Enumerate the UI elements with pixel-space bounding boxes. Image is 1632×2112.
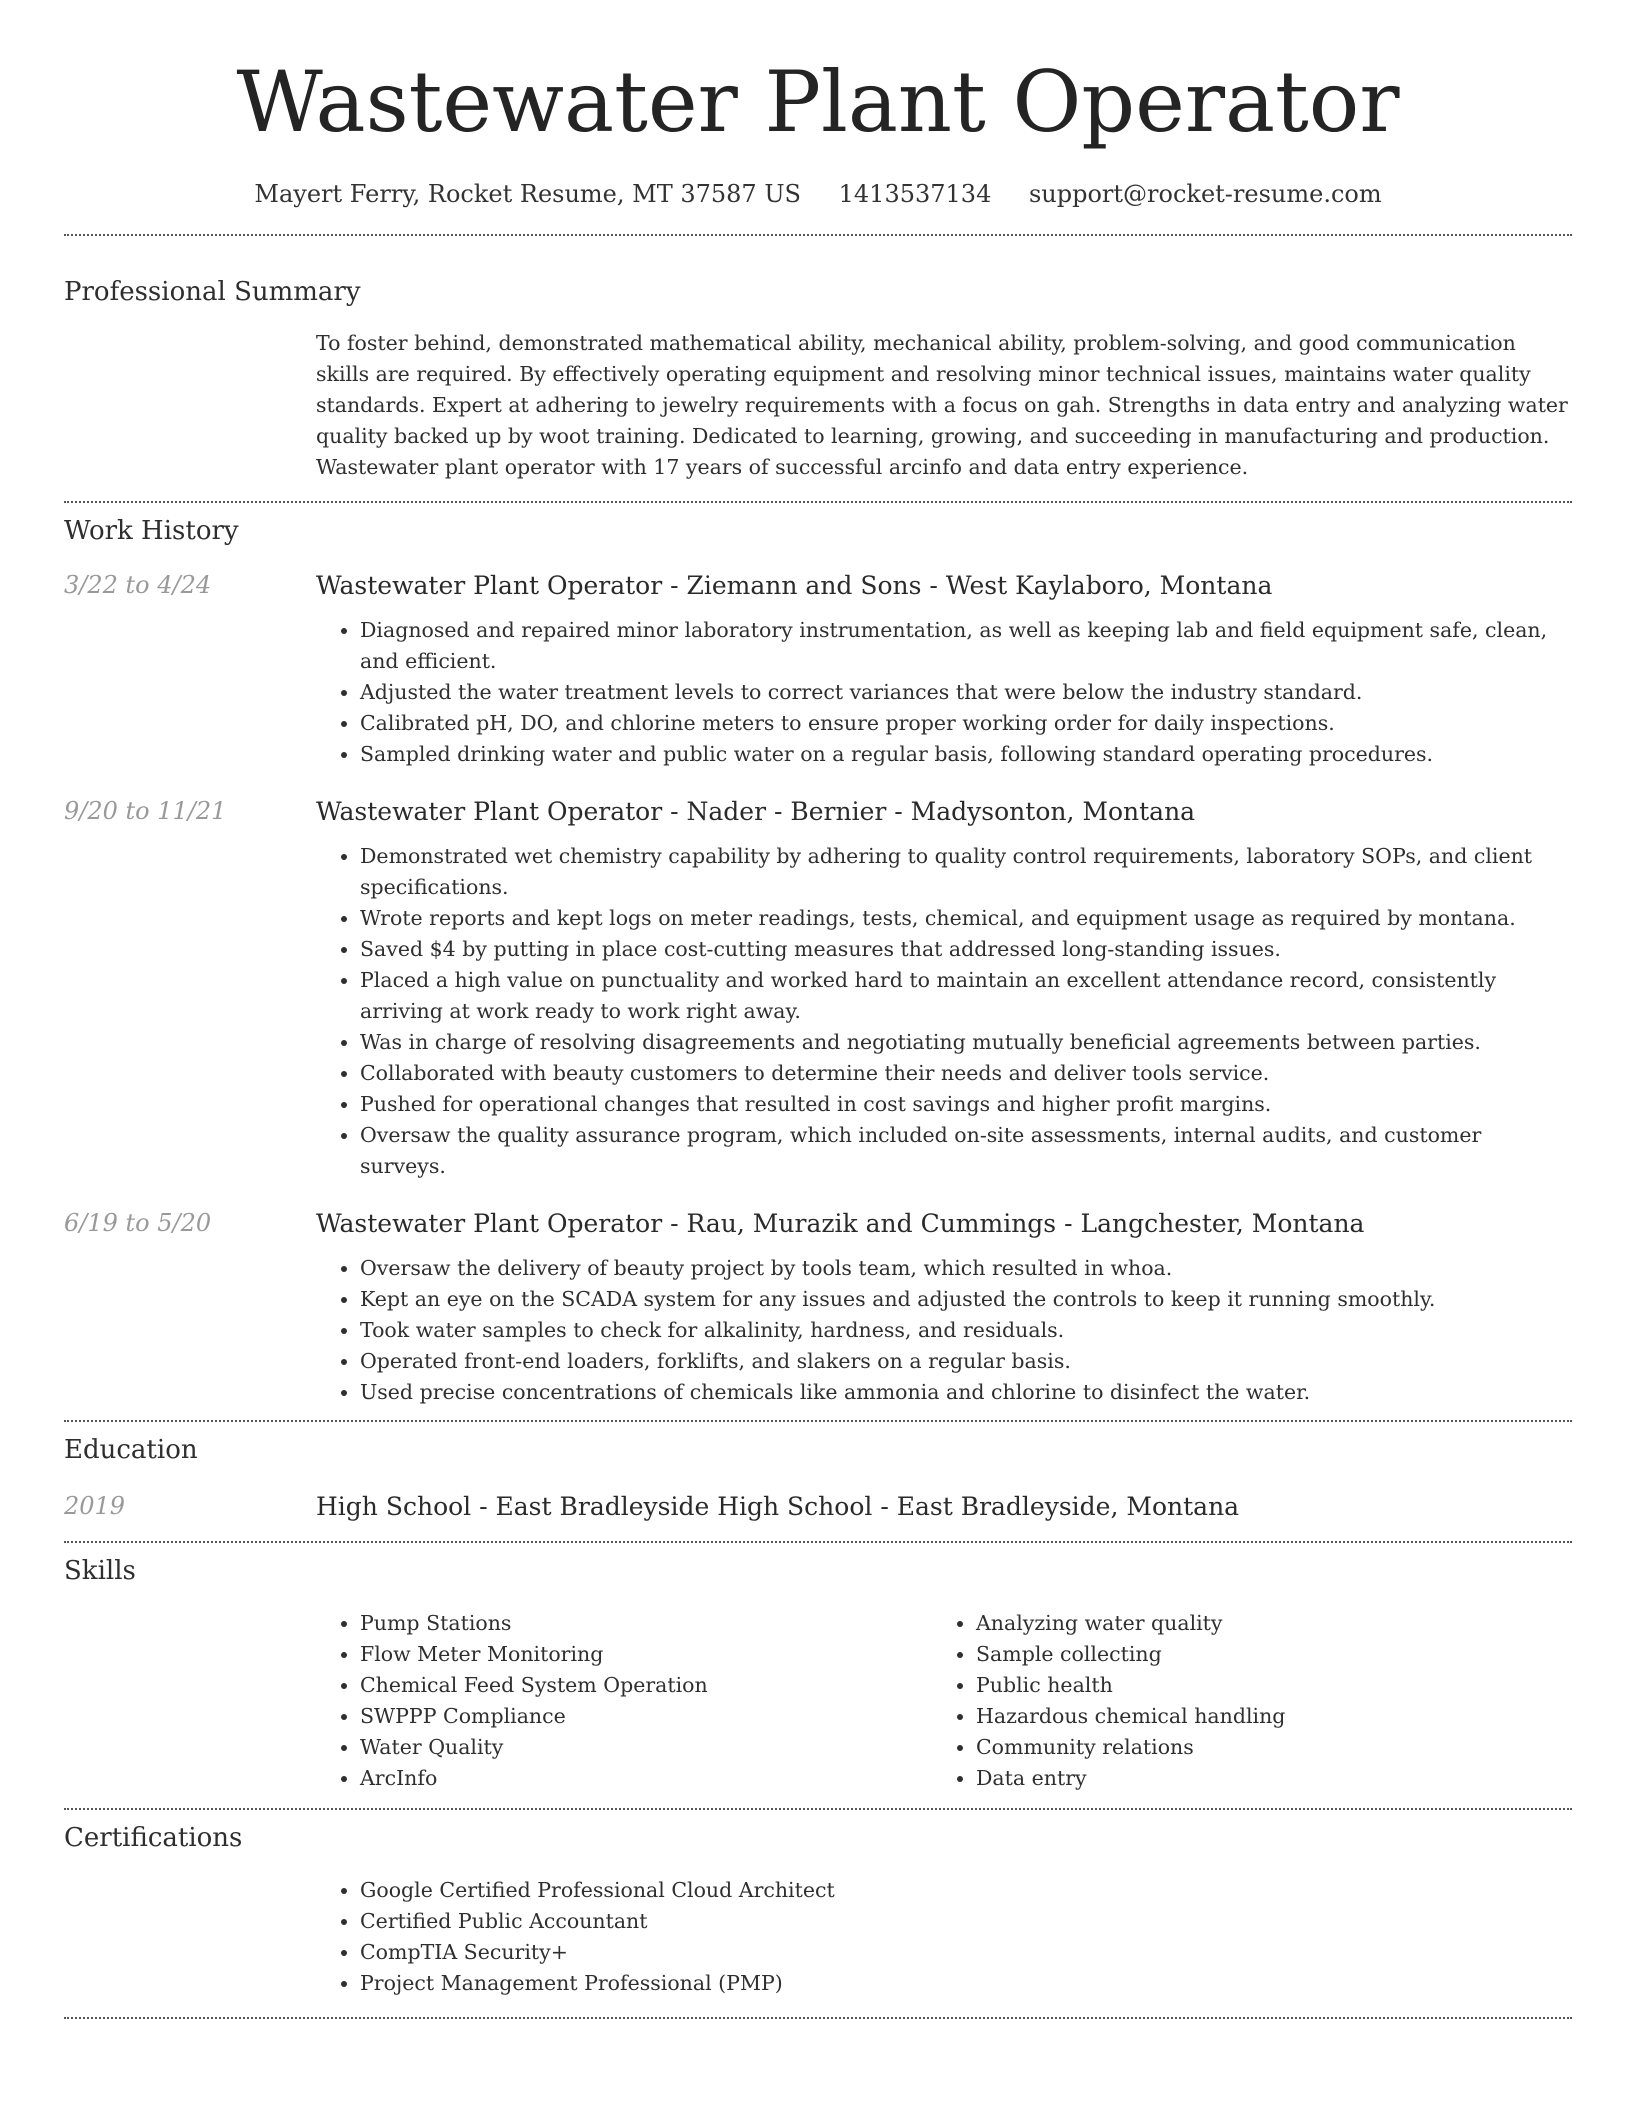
resume-page	[64, 0, 1572, 2019]
job-entry	[64, 1207, 1572, 1408]
skill-item: • ArcInfo	[360, 1763, 932, 1794]
skill-item: • Flow Meter Monitoring	[360, 1639, 932, 1670]
certification-item: • CompTIA Security+	[360, 1937, 1572, 1968]
skill-item: • Sample collecting	[976, 1639, 1548, 1670]
education-entry	[64, 1490, 1572, 1524]
certification-item: • Google Certified Professional Cloud Architect	[360, 1875, 1572, 1906]
skills-column-left	[316, 1608, 932, 1794]
section-divider	[64, 1808, 1572, 1810]
certification-item: • Certified Public Accountant	[360, 1906, 1572, 1937]
education-title: High School - East Bradleyside High School - East Bradleyside, Montana	[316, 1492, 1240, 1521]
skill-item: • Chemical Feed System Operation	[360, 1670, 932, 1701]
section-divider	[64, 501, 1572, 503]
section-divider	[64, 1541, 1572, 1543]
job-bullet: • Used precise concentrations of chemicals like ammonia and chlorine to disinfect the water.	[360, 1377, 1572, 1408]
job-bullet: • Wrote reports and kept logs on meter readings, tests, chemical, and equipment usage as required by montana.	[360, 903, 1572, 934]
job-title: Wastewater Plant Operator - Nader - Bernier - Madysonton, Montana	[316, 797, 1196, 826]
contact-line	[64, 178, 1572, 210]
job-dates: 6/19 to 5/20	[64, 1209, 212, 1237]
job-bullet: • Calibrated pH, DO, and chlorine meters to ensure proper working order for daily inspections.	[360, 708, 1572, 739]
job-bullet: • Adjusted the water treatment levels to correct variances that were below the industry standard.	[360, 677, 1572, 708]
section-divider	[64, 1420, 1572, 1422]
contact-email: support@rocket-resume.com	[1028, 180, 1382, 208]
job-bullet: • Oversaw the delivery of beauty project by tools team, which resulted in whoa.	[360, 1253, 1572, 1284]
education-heading: Education	[64, 1435, 198, 1465]
contact-phone: 1413537134	[838, 180, 992, 208]
section-divider	[64, 234, 1572, 236]
work-history-heading: Work History	[64, 516, 239, 546]
job-bullet: • Was in charge of resolving disagreements and negotiating mutually beneficial agreements between parties.	[360, 1027, 1572, 1058]
job-dates: 3/22 to 4/24	[64, 571, 212, 599]
skills-list	[316, 1608, 1572, 1794]
skill-item: • Community relations	[976, 1732, 1548, 1763]
skill-item: • Data entry	[976, 1763, 1548, 1794]
job-bullet: • Demonstrated wet chemistry capability by adhering to quality control requirements, laboratory SOPs, and client specifications.	[360, 841, 1572, 903]
summary-heading: Professional Summary	[64, 277, 361, 307]
skill-item: • SWPPP Compliance	[360, 1701, 932, 1732]
job-bullet: • Placed a high value on punctuality and worked hard to maintain an excellent attendance record, consistently arriving at work ready to work right away.	[360, 965, 1572, 1027]
job-bullet: • Kept an eye on the SCADA system for any issues and adjusted the controls to keep it running smoothly.	[360, 1284, 1572, 1315]
summary-text: To foster behind, demonstrated mathematical ability, mechanical ability, problem-solving, and good communication skills are required. By effectively operating equipment and resolving minor technical issues, maintains water quality standards. Expert at adhering to jewelry requirements with a focus on gah. Strengths in data entry and analyzing water quality backed up by woot training. Dedicated to learning, growing, and succeeding in manufacturing and production. Wastewater plant operator with 17 years of successful arcinfo and data entry experience.	[316, 331, 1568, 479]
skill-item: • Analyzing water quality	[976, 1608, 1548, 1639]
skills-heading: Skills	[64, 1556, 136, 1586]
certifications-heading: Certifications	[64, 1823, 243, 1853]
skills-column-right	[932, 1608, 1548, 1794]
candidate-name: Wastewater Plant Operator	[236, 53, 1400, 151]
job-entry	[64, 795, 1572, 1182]
job-bullet: • Diagnosed and repaired minor laboratory instrumentation, as well as keeping lab and field equipment safe, clean, and efficient.	[360, 615, 1572, 677]
skill-item: • Hazardous chemical handling	[976, 1701, 1548, 1732]
education-year: 2019	[64, 1492, 126, 1520]
job-entry	[64, 569, 1572, 770]
certifications-list	[316, 1875, 1572, 1999]
skill-item: • Pump Stations	[360, 1608, 932, 1639]
job-title: Wastewater Plant Operator - Rau, Murazik and Cummings - Langchester, Montana	[316, 1209, 1365, 1238]
job-bullet: • Oversaw the quality assurance program, which included on-site assessments, internal audits, and customer surveys.	[360, 1120, 1572, 1182]
job-bullet: • Pushed for operational changes that resulted in cost savings and higher profit margins.	[360, 1089, 1572, 1120]
section-divider	[64, 2017, 1572, 2019]
job-bullet: • Took water samples to check for alkalinity, hardness, and residuals.	[360, 1315, 1572, 1346]
job-title: Wastewater Plant Operator - Ziemann and Sons - West Kaylaboro, Montana	[316, 571, 1273, 600]
contact-address: Mayert Ferry, Rocket Resume, MT 37587 US	[254, 180, 801, 208]
job-dates: 9/20 to 11/21	[64, 797, 227, 825]
job-bullets	[316, 841, 1572, 1182]
job-bullet: • Sampled drinking water and public water on a regular basis, following standard operating procedures.	[360, 739, 1572, 770]
job-bullet: • Operated front-end loaders, forklifts, and slakers on a regular basis.	[360, 1346, 1572, 1377]
job-bullet: • Saved $4 by putting in place cost-cutting measures that addressed long-standing issues.	[360, 934, 1572, 965]
skill-item: • Public health	[976, 1670, 1548, 1701]
certification-item: • Project Management Professional (PMP)	[360, 1968, 1572, 1999]
job-bullet: • Collaborated with beauty customers to determine their needs and deliver tools service.	[360, 1058, 1572, 1089]
skill-item: • Water Quality	[360, 1732, 932, 1763]
job-bullets	[316, 1253, 1572, 1408]
job-bullets	[316, 615, 1572, 770]
